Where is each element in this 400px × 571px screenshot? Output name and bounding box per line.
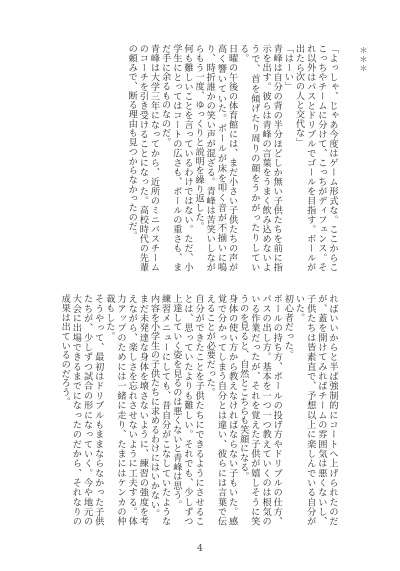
body-text-upper: 「よっしゃ、じゃあ今度はゲーム形式な。ここからここっちやチームに分けて、こっちがディフェンス。それ以外はパスとドリブルでゴールを目指す。ボールが出たら次の人と交代な」 「はーい」 青峰は自分の背の半分ほどしか無い子供たちを前に指示を出す。彼らは青峰の言葉をうまく飲み込めないようで、首を傾げたり周りの顔をうかがったりしている。 日曜の午後の体育館には、まだ小さい子供たちの声が高く響いていた。ボールが床を叩く音が不揃いに鳴り、時折誰かの笑い声が混ざる。青峰は苦笑いしながらもう一度、ゆっくりと説明を繰り返した。 何も難しいことを言っているわけではない。ただ、小学生にとってはコートの広さも、ボールの重さも、まだ手に余るものなのだ。 青峰は大学三年になってから、近所のミニバスチームのコーチを引き受けることになった。高校時代の先輩の頼みで、断る理由も見つからなかったのだ。 (126, 44, 338, 272)
body-text-lower: ればいいからと半ば強制的にコートへ上げられたのだが、蓋を開けてみればチームの雰囲気は悪くないし、子供たちは皆素直で、予想以上に楽しんでいる自分がいた。 初心者だった。 ボールの持ち方、ボールの投げ方やドリブルの仕方、パスの出し方。基本を一つ一つ教えていくのは根気のいる作業だったが、それを覚えた子供が嬉しそうに笑うのを見ると、自然とこちらも笑顔になる。 身体の使い方から教えなければならない子もいた。感覚で分かってしまう自分とは違い、彼らには言葉で伝えることが必要だった。 自分ができたことを子供たちにできるようにさせることは、思っていたよりも難しい。それでも、少しずつ上達していく姿を見るのは悪くないと青峰は思う。 練習メニューにしても、昔自分がこなしていたような内容を小学生の子供たちに求めるわけにはいかない。 まだ未発達な身体を壊さないように、練習の強度を考えながら、楽しさを忘れさせないように工夫する。体力アップのためには一緒に走り、たまにはケンカの仲裁もした。 そうやって、最初はドリブルもままならなかった子供たちが、少しずつ試合の形になっていく。今や地元の大会に出場できるまでになったのだから、それなりの成果は出ているのだろう。 (59, 294, 338, 526)
section-break-marker: ＊＊＊ (359, 46, 368, 73)
page-number: 4 (197, 544, 203, 554)
